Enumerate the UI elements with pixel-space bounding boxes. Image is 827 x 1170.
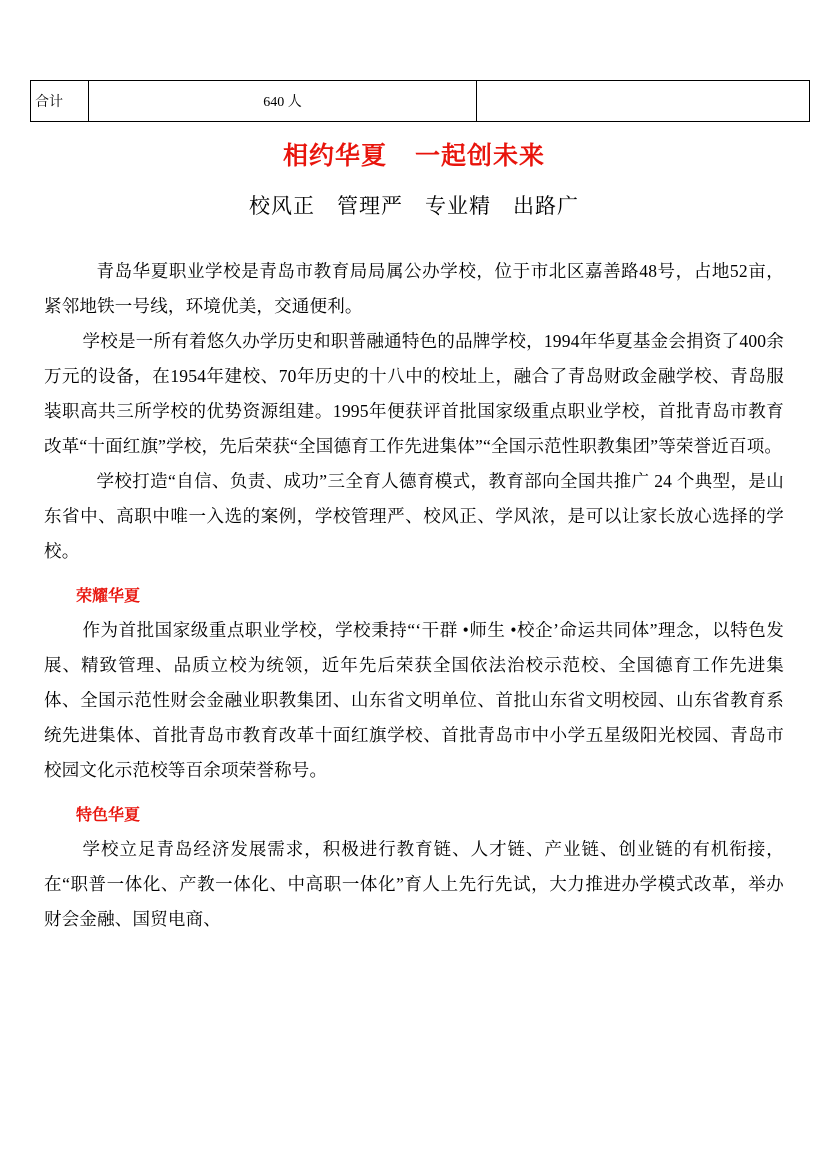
paragraph-intro: 青岛华夏职业学校是青岛市教育局局属公办学校，位于市北区嘉善路48号，占地52亩，紧邻地铁一号线，环境优美，交通便利。 xyxy=(44,261,784,316)
paragraph-model: 学校打造“自信、负责、成功”三全育人德育模式，教育部向全国共推广 24 个典型，是山东省中、高职中唯一入选的案例，学校管理严、校风正、学风浓，是可以让家长放心选择的学校。 xyxy=(44,471,784,561)
section-text-features: 学校立足青岛经济发展需求，积极进行教育链、人才链、产业链、创业链的有机衔接，在“职普一体化、产教一体化、中高职一体化”育人上先行先试，大力推进办学模式改革，举办财会金融、国贸电商、 xyxy=(44,839,784,929)
subtitle-part2: 管理严 xyxy=(337,194,403,218)
summary-table xyxy=(30,80,810,122)
paragraph-history: 学校是一所有着悠久办学历史和职普融通特色的品牌学校，1994年华夏基金会捐资了400余万元的设备，在1954年建校、70年历史的十八中的校址上，融合了青岛财政金融学校、青岛服装职高共三所学校的优势资源组建。1995年便获评首批国家级重点职业学校，首批青岛市教育改革“十面红旗”学校，先后荣获“全国德育工作先进集体”“全国示范性职教集团”等荣誉近百项。 xyxy=(44,331,784,456)
page-title-part1: 相约华夏 xyxy=(282,141,387,170)
subtitle-part3: 专业精 xyxy=(425,194,491,218)
table-row xyxy=(31,81,810,122)
document-content xyxy=(30,80,798,937)
page-title-part2: 一起创未来 xyxy=(415,141,546,170)
section-text-honors: 作为首批国家级重点职业学校，学校秉持“‘干群 •师生 •校企’命运共同体”理念，以特色发展、精致管理、品质立校为统领，近年先后荣获全国依法治校示范校、全国德育工作先进集体、全国示范性财会金融业职教集团、山东省文明单位、首批山东省文明校园、山东省教育系统先进集体、首批青岛市教育改革十面红旗学校、首批青岛市中小学五星级阳光校园、青岛市校园文化示范校等百余项荣誉称号。 xyxy=(44,620,784,780)
document-body xyxy=(30,254,798,937)
section-heading-features: 特色华夏 xyxy=(76,805,141,824)
table-cell-label: 合计 xyxy=(31,81,89,122)
table-cell-empty xyxy=(477,81,810,122)
section-heading-honors: 荣耀华夏 xyxy=(76,586,141,605)
page-subtitle xyxy=(30,190,798,220)
subtitle-part4: 出路广 xyxy=(513,194,579,218)
subtitle-part1: 校风正 xyxy=(249,194,315,218)
page-title xyxy=(30,136,798,172)
table-cell-value: 640 人 xyxy=(89,81,477,122)
